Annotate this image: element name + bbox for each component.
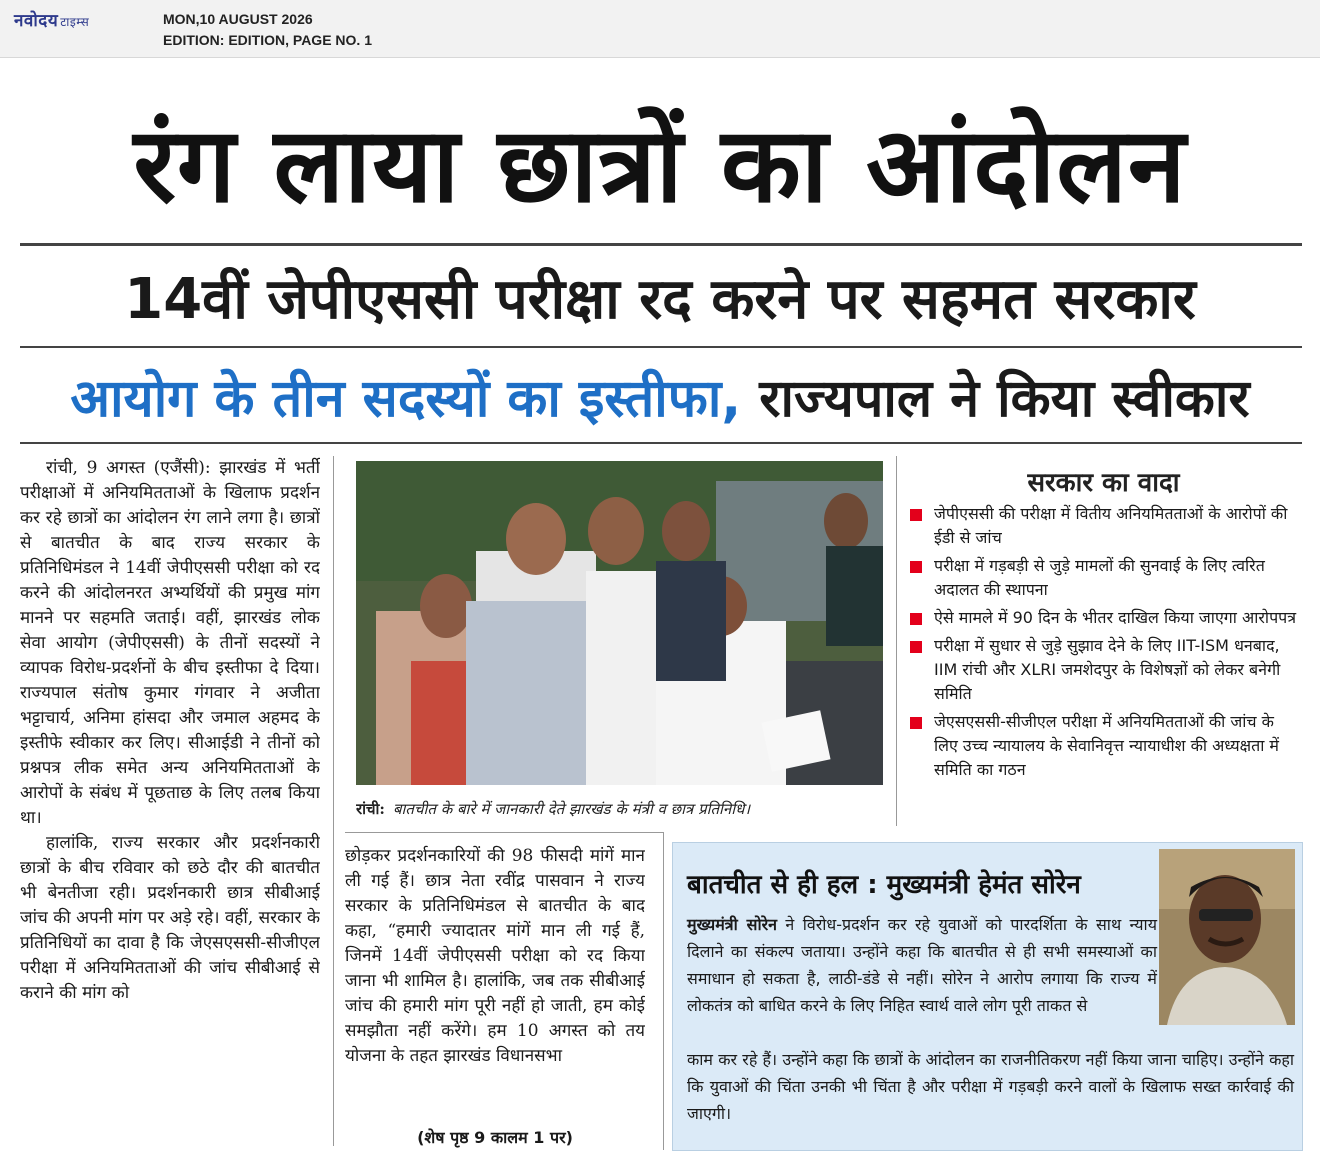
divider [20, 243, 1302, 246]
article-paragraph: हालांकि, राज्य सरकार और प्रदर्शनकारी छात्रों के बीच रविवार को छठे दौर की बातचीत भी बेनतीजा रही। प्रदर्शनकारी छात्र सीबीआई जांच की अपनी मांग पर अड़े रहे। वहीं, सरकार के प्रतिनिधियों का दावा है कि जेएसएससी-सीजीएल परीक्षा में अनियमितताओं की जांच सीबीआई से कराने की मांग को [20, 833, 320, 1003]
caption-place: रांची: [356, 800, 385, 818]
article-paragraph: छोड़कर प्रदर्शनकारियों की 98 फीसदी मांगें मान ली गई हैं। छात्र नेता रवींद्र पासवान ने राज्य सरकार के प्रतिनिधिमंडल से बातचीत के बाद कहा, “हमारी ज्यादातर मांगें मान ली गई हैं, जिनमें 14वीं जेपीएससी परीक्षा को रद किया जाना भी शामिल है। हालांकि, जब तक सीबीआई जांच की हमारी मांग पूरी नहीं हो जाती, हम कोई समझौता नहीं करेंगे। हम 10 अगस्त को तय योजना के तहत झारखंड विधानसभा [345, 846, 645, 1066]
divider [20, 442, 1302, 444]
promise-item [906, 710, 1301, 782]
promise-item [906, 554, 1301, 602]
promise-item [906, 606, 1301, 630]
promises-box [906, 464, 1301, 826]
continued-note[interactable]: (शेष पृष्ठ 9 कालम 1 पर) [417, 1128, 573, 1147]
news-photo[interactable] [356, 461, 883, 785]
cm-body-upper [687, 911, 1157, 1019]
photo-caption [356, 796, 883, 822]
edition-meta [163, 9, 372, 51]
article-column-2 [345, 844, 645, 1124]
logo-subtext: टाइम्स [60, 15, 90, 29]
cm-statement-box [672, 842, 1303, 1151]
newspaper-logo[interactable] [14, 8, 89, 31]
deck-black-part: राज्यपाल ने किया स्वीकार [759, 369, 1250, 429]
promise-text: जेपीएससी की परीक्षा में वितीय अनियमितताओं के आरोपों की ईडी से जांच [934, 504, 1288, 547]
cm-body-lower: काम कर रहे हैं। उन्होंने कहा कि छात्रों के आंदोलन का राजनीतिकरण नहीं किया जाना चाहिए। उन्होंने कहा कि युवाओं की चिंता उनकी भी चिंता है और परीक्षा में गड़बड़ी करने वालों के खिलाफ सख्त कार्रवाई की जाएगी। [687, 1050, 1294, 1123]
portrait-illustration [1159, 849, 1295, 1025]
promise-text: परीक्षा में सुधार से जुड़े सुझाव देने के लिए IIT-ISM धनबाद, IIM रांची और XLRI जमशेदपुर के विशेषज्ञों को लेकर बनेगी समिति [934, 636, 1281, 703]
bullet-square-icon [910, 717, 922, 729]
subheadline: 14वीं जेपीएससी परीक्षा रद करने पर सहमत सरकार [124, 267, 1196, 332]
column-divider [333, 456, 334, 1146]
article-paragraph: रांची, 9 अगस्त (एजैंसी): झारखंड में भर्ती परीक्षाओं में अनियमितताओं के खिलाफ प्रदर्शन कर रहे छात्रों का आंदोलन रंग लाने लगा है। छात्रों से बातचीत के बाद राज्य सरकार के प्रतिनिधिमंडल ने 14वीं जेपीएससी परीक्षा को रद करने की आंदोलनरत अभ्यर्थियों की प्रमुख मांग मानने पर सहमति जताई। वहीं, झारखंड लोक सेवा आयोग (जेपीएससी) के तीनों सदस्यों ने व्यापक विरोध-प्रदर्शनों के बीच इस्तीफा दे दिया। राज्यपाल संतोष कुमार गंगवार ने अजीता भट्टाचार्य, अनिमा हांसदा और जमाल अहमद के इस्तीफे स्वीकार कर लिए। सीआईडी ने तीनों को प्रश्नपत्र लीक समेत अन्य अनियमितताओं के आरोपों के संबंध में पूछताछ के लिए तलब किया था। [20, 458, 320, 828]
masthead-bar [0, 0, 1320, 58]
column-divider [896, 456, 897, 826]
promise-text: परीक्षा में गड़बड़ी से जुड़े मामलों की सुनवाई के लिए त्वरित अदालत की स्थापना [934, 556, 1265, 599]
bullet-square-icon [910, 561, 922, 573]
divider [345, 832, 663, 833]
cm-box-title: बातचीत से ही हल : मुख्यमंत्री हेमंत सोरेन [687, 870, 1081, 900]
promise-text: ऐसे मामले में 90 दिन के भीतर दाखिल किया जाएगा आरोपपत्र [934, 608, 1297, 627]
bullet-square-icon [910, 613, 922, 625]
cm-lead-bold: मुख्यमंत्री सोरेन [687, 915, 778, 934]
deck [0, 358, 1320, 440]
deck-blue-part: आयोग के तीन सदस्यों का इस्तीफा, [70, 369, 742, 429]
bullet-square-icon [910, 509, 922, 521]
cm-text-upper: ने विरोध-प्रदर्शन कर रहे युवाओं को पारदर्शिता के साथ न्याय दिलाने का संकल्प जताया। उन्होंने कहा कि बातचीत से ही सभी समस्याओं का समाधान हो सकता है, लाठी-डंडे से नहीं। सोरेन ने आरोप लगाया कि राज्य में लोकतंत्र को बाधित करने के लिए निहित स्वार्थ वाले लोग पूरी ताकत से [687, 915, 1157, 1015]
photo-illustration [356, 461, 883, 785]
promise-text: जेएसएससी-सीजीएल परीक्षा में अनियमितताओं की जांच के लिए उच्च न्यायालय के सेवानिवृत्त न्यायाधीश की अध्यक्षता में समिति का गठन [934, 712, 1279, 779]
divider [20, 346, 1302, 348]
caption-text: बातचीत के बारे में जानकारी देते झारखंड के मंत्री व छात्र प्रतिनिधि। [392, 800, 751, 818]
cm-portrait-photo[interactable] [1159, 849, 1295, 1025]
edition-line: EDITION: EDITION, PAGE NO. 1 [163, 32, 372, 48]
logo-text: नवोदय [14, 11, 59, 31]
article-column-1 [20, 456, 320, 1146]
date-line: MON,10 AUGUST 2026 [163, 11, 313, 27]
main-headline: रंग लाया छात्रों का आंदोलन [133, 104, 1187, 226]
promise-item [906, 634, 1301, 706]
promise-item [906, 502, 1301, 550]
promises-title: सरकार का वादा [1027, 468, 1180, 498]
bullet-square-icon [910, 641, 922, 653]
column-divider [663, 832, 664, 1150]
